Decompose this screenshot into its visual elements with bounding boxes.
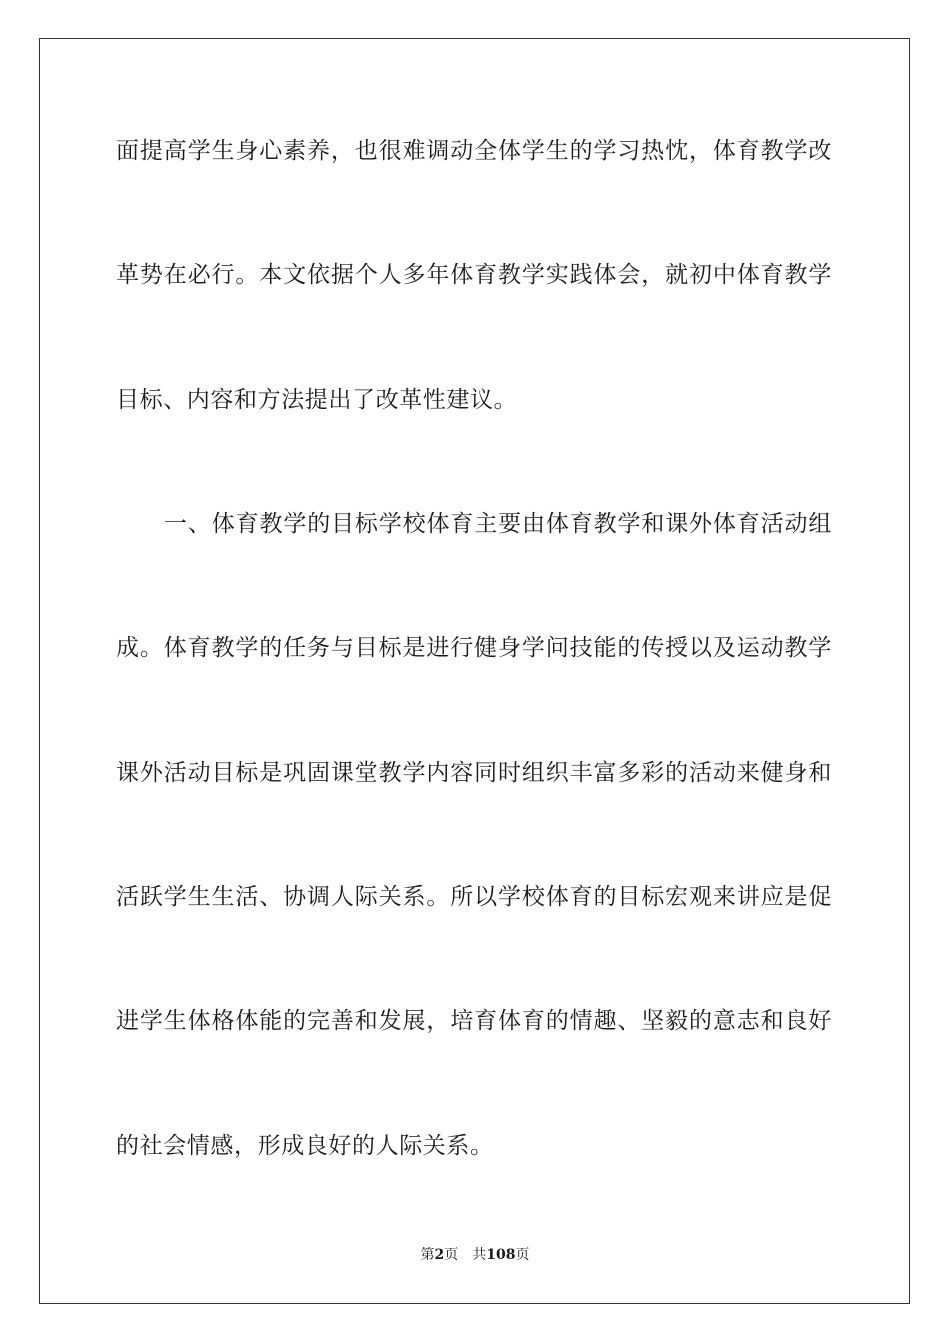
page-border <box>39 38 910 1304</box>
total-pages: 108 <box>486 1247 516 1263</box>
page-number: 2 <box>434 1247 445 1263</box>
text-line-7: 活跃学生生活、协调人际关系。所以学校体育的目标宏观来讲应是促 <box>116 884 832 910</box>
page-number-suffix: 页 <box>444 1247 459 1263</box>
text-line-5: 成。体育教学的任务与目标是进行健身学问技能的传授以及运动教学 <box>116 635 832 661</box>
text-line-2: 革势在必行。本文依据个人多年体育教学实践体会，就初中体育教学 <box>116 262 832 288</box>
text-line-4-paragraph-start: 一、体育教学的目标学校体育主要由体育教学和课外体育活动组 <box>164 511 832 537</box>
page-number-prefix: 第 <box>420 1247 435 1263</box>
text-line-3: 目标、内容和方法提出了改革性建议。 <box>116 387 518 413</box>
text-line-8: 进学生体格体能的完善和发展，培育体育的情趣、坚毅的意志和良好 <box>116 1008 832 1034</box>
total-pages-prefix: 共 <box>472 1247 487 1263</box>
text-line-9: 的社会情感，形成良好的人际关系。 <box>116 1133 494 1159</box>
text-line-6: 课外活动目标是巩固课堂教学内容同时组织丰富多彩的活动来健身和 <box>116 760 832 786</box>
page-footer <box>0 1245 950 1265</box>
text-line-1: 面提高学生身心素养，也很难调动全体学生的学习热忱，体育教学改 <box>116 138 832 164</box>
total-pages-suffix: 页 <box>515 1247 530 1263</box>
